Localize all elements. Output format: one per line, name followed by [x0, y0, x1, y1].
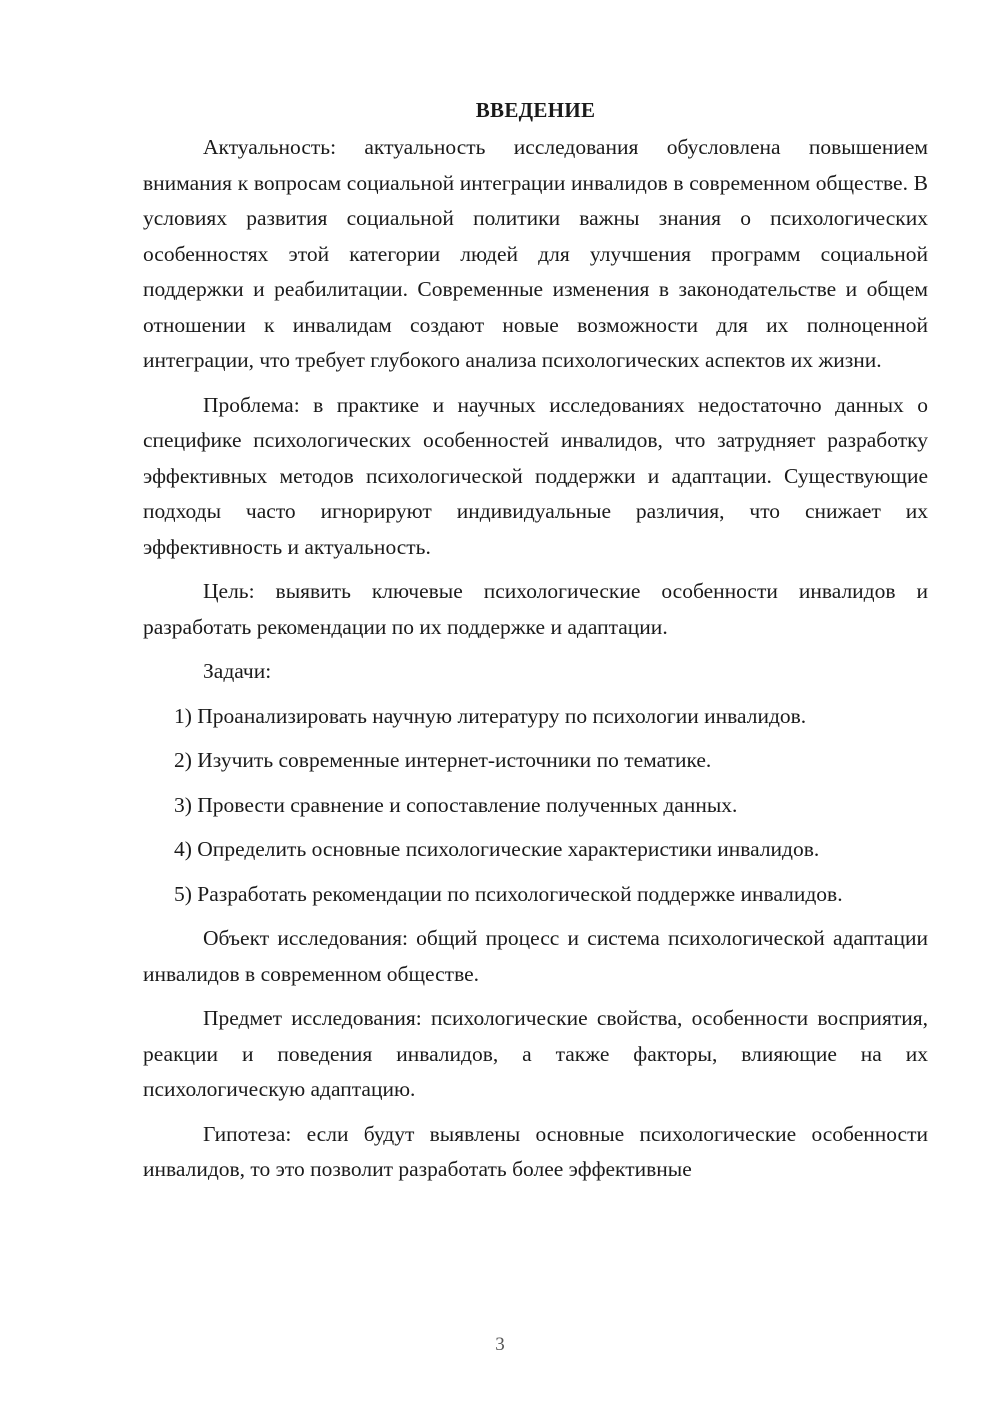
paragraph-hypothesis: Гипотеза: если будут выявлены основные психологические особенности инвалидов, то это позволит разработать более эффективные [143, 1121, 928, 1181]
page-title: ВВЕДЕНИЕ [475, 98, 596, 122]
paragraph-goal: Цель: выявить ключевые психологические особенности инвалидов и разработать рекомендации по их поддержке и адаптации. [143, 579, 928, 639]
paragraph-subject: Предмет исследования: психологические свойства, особенности восприятия, реакции и поведения инвалидов, а также факторы, влияющие на их психологическую адаптацию. [143, 1006, 928, 1101]
task-item-2: 2) Изучить современные интернет-источники по тематике. [174, 748, 712, 772]
page-number: 3 [495, 1334, 505, 1355]
paragraph-relevance: Актуальность: актуальность исследования обусловлена повышением внимания к вопросам социальной интеграции инвалидов в современном обществе. В условиях развития социальной политики важны знания о психологических особенностях этой категории людей для улучшения программ социальной поддержки и реабилитации. Современные изменения в законодательстве и общем отношении к инвалидам создают новые возможности для их полноценной интеграции, что требует глубокого анализа психологических аспектов их жизни. [143, 135, 928, 372]
task-item-3: 3) Провести сравнение и сопоставление полученных данных. [174, 792, 738, 817]
task-item-4: 4) Определить основные психологические характеристики инвалидов. [174, 837, 820, 861]
task-item-5: 5) Разработать рекомендации по психологической поддержке инвалидов. [174, 881, 843, 906]
task-item-1: 1) Проанализировать научную литературу по психологии инвалидов. [174, 703, 807, 728]
paragraph-problem: Проблема: в практике и научных исследованиях недостаточно данных о специфике психологических особенностей инвалидов, что затрудняет разработку эффективных методов психологической поддержки и адаптации. Существующие подходы часто игнорируют индивидуальные различия, что снижает их эффективность и актуальность. [143, 392, 928, 559]
tasks-heading: Задачи: [203, 659, 272, 683]
paragraph-object: Объект исследования: общий процесс и система психологической адаптации инвалидов в современном обществе. [143, 926, 928, 986]
document-page [143, 96, 928, 1197]
